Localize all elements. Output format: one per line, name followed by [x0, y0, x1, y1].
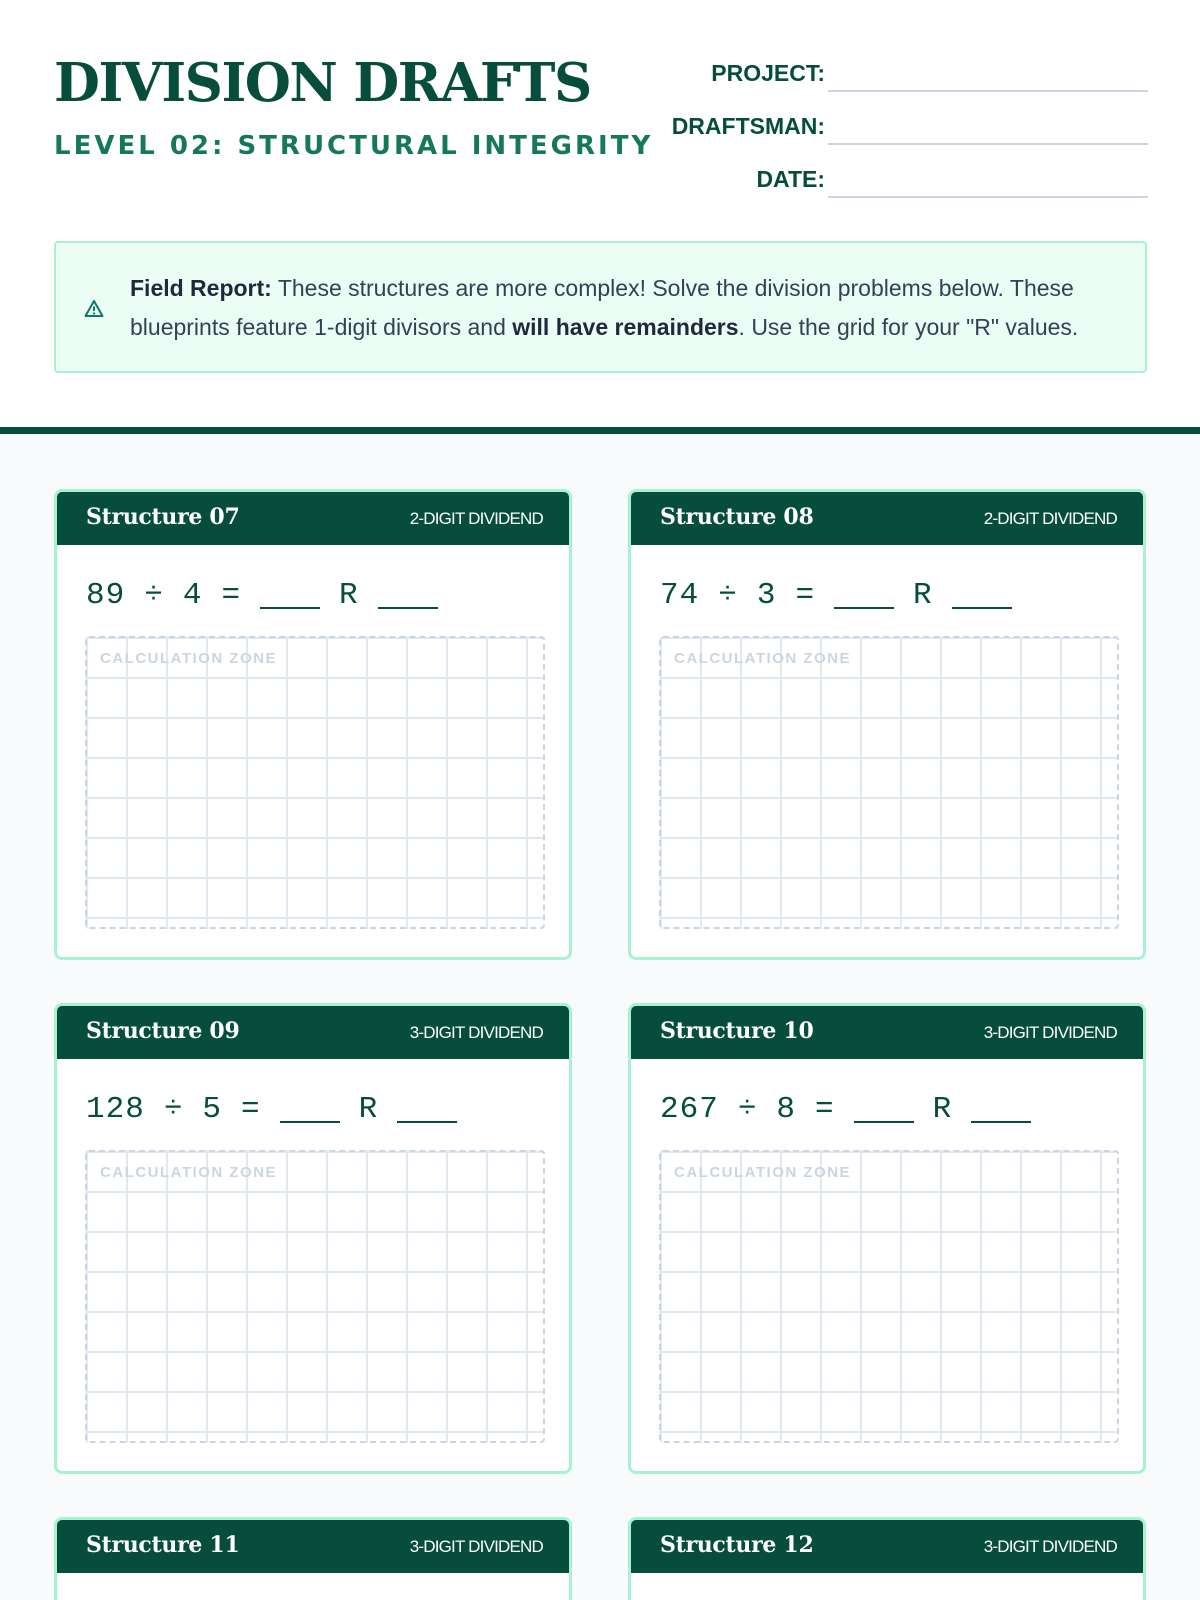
remainder-label: R — [932, 1091, 953, 1127]
divide-operator: ÷ — [163, 1091, 184, 1127]
card-header — [57, 492, 569, 545]
draftsman-field — [640, 113, 1148, 143]
quotient-blank[interactable] — [280, 1121, 340, 1123]
structure-card — [628, 1003, 1146, 1474]
divisor: 3 — [756, 577, 777, 613]
division-equation — [86, 1089, 457, 1129]
dividend: 74 — [660, 577, 700, 613]
divisor: 4 — [182, 577, 203, 613]
calculation-zone[interactable] — [659, 1150, 1119, 1443]
project-input-line[interactable] — [828, 90, 1148, 92]
remainder-blank[interactable] — [397, 1121, 457, 1123]
quotient-blank[interactable] — [834, 607, 894, 609]
divisor: 8 — [776, 1091, 797, 1127]
report-emphasis: will have remainders — [512, 314, 739, 340]
worksheet-header — [0, 0, 1200, 427]
structure-card — [54, 1003, 572, 1474]
calculation-zone[interactable] — [85, 636, 545, 929]
card-header — [631, 1006, 1143, 1059]
remainder-blank[interactable] — [378, 607, 438, 609]
field-report-box — [54, 241, 1147, 373]
card-header — [57, 1520, 569, 1573]
card-title: Structure 11 — [86, 1532, 240, 1558]
field-report-text — [130, 269, 1130, 347]
project-label: PROJECT: — [711, 60, 825, 86]
remainder-blank[interactable] — [952, 607, 1012, 609]
divide-operator: ÷ — [144, 577, 164, 613]
draftsman-input-line[interactable] — [828, 143, 1148, 145]
calculation-zone[interactable] — [659, 636, 1119, 929]
remainder-label: R — [358, 1091, 379, 1127]
calculation-zone-label: CALCULATION ZONE — [674, 1164, 852, 1181]
calculation-zone-label: CALCULATION ZONE — [100, 1164, 278, 1181]
equals-sign: = — [815, 1091, 835, 1127]
report-lead: Field Report: — [130, 275, 272, 301]
equals-sign: = — [795, 577, 816, 613]
structure-card — [628, 1517, 1146, 1600]
quotient-blank[interactable] — [854, 1121, 914, 1123]
page-subtitle: LEVEL 02: STRUCTURAL INTEGRITY — [54, 131, 654, 161]
division-equation — [86, 575, 438, 615]
project-field — [640, 60, 1148, 90]
dividend-badge: 3-DIGIT DIVIDEND — [983, 1023, 1117, 1042]
report-text-part-1: These structures are more complex! Solve the division problems below. These blueprints feature 1-digit divisors and — [130, 275, 1074, 340]
equals-sign: = — [221, 577, 242, 613]
equals-sign: = — [241, 1091, 261, 1127]
header-divider — [0, 427, 1200, 434]
dividend-badge: 2-DIGIT DIVIDEND — [983, 509, 1117, 528]
remainder-blank[interactable] — [971, 1121, 1031, 1123]
calculation-zone-label: CALCULATION ZONE — [100, 650, 278, 667]
card-title: Structure 08 — [660, 504, 814, 530]
structure-card — [54, 489, 572, 960]
division-equation — [660, 1089, 1031, 1129]
card-header — [631, 492, 1143, 545]
quotient-blank[interactable] — [260, 607, 320, 609]
date-field — [640, 166, 1148, 196]
card-title: Structure 07 — [86, 504, 240, 530]
card-header — [57, 1006, 569, 1059]
remainder-label: R — [913, 577, 933, 613]
card-title: Structure 09 — [86, 1018, 240, 1044]
remainder-label: R — [339, 577, 359, 613]
dividend-badge: 2-DIGIT DIVIDEND — [409, 509, 543, 528]
dividend-badge: 3-DIGIT DIVIDEND — [983, 1537, 1117, 1556]
dividend: 128 — [86, 1091, 145, 1127]
calculation-zone-label: CALCULATION ZONE — [674, 650, 852, 667]
date-input-line[interactable] — [828, 196, 1148, 198]
divisor: 5 — [202, 1091, 223, 1127]
divide-operator: ÷ — [737, 1091, 758, 1127]
structure-card — [54, 1517, 572, 1600]
warning-triangle-icon — [84, 299, 104, 319]
divide-operator: ÷ — [718, 577, 738, 613]
report-text-part-2: . Use the grid for your "R" values. — [738, 314, 1079, 340]
draftsman-label: DRAFTSMAN: — [671, 113, 825, 139]
card-title: Structure 10 — [660, 1018, 814, 1044]
structures-grid — [0, 434, 1200, 1600]
page-title: DIVISION DRAFTS — [54, 52, 591, 114]
dividend: 267 — [660, 1091, 719, 1127]
structure-card — [628, 489, 1146, 960]
dividend: 89 — [86, 577, 126, 613]
card-header — [631, 1520, 1143, 1573]
date-label: DATE: — [756, 166, 825, 192]
dividend-badge: 3-DIGIT DIVIDEND — [409, 1537, 543, 1556]
card-title: Structure 12 — [660, 1532, 814, 1558]
division-equation — [660, 575, 1012, 615]
dividend-badge: 3-DIGIT DIVIDEND — [409, 1023, 543, 1042]
calculation-zone[interactable] — [85, 1150, 545, 1443]
